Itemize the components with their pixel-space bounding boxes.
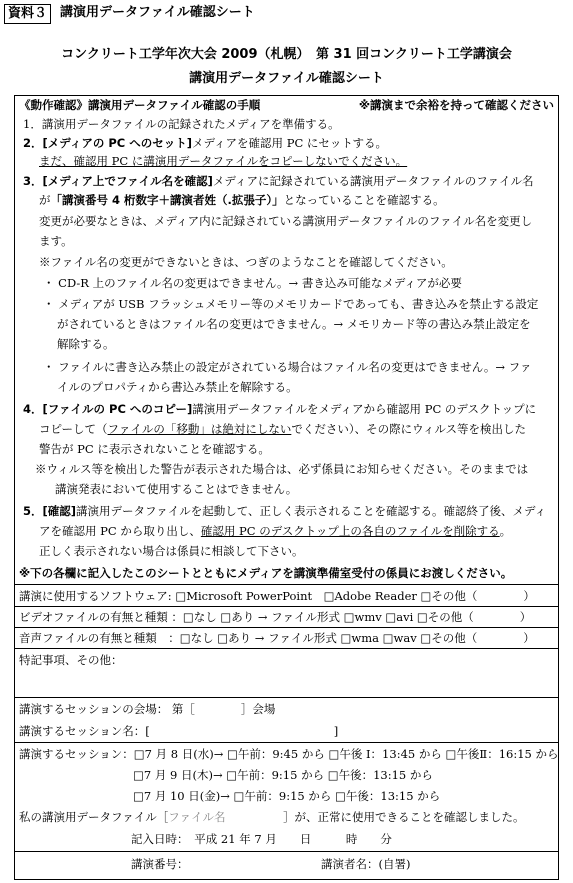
file-confirmation[interactable] [19, 809, 525, 825]
step-4-label: 4．[ファイルの PC へのコピー] [23, 402, 193, 416]
step-4-line3: 警告が PC に表示されないことを確認する。 [39, 442, 270, 456]
step-3-line2 [39, 192, 445, 208]
procedure-note: ※講演まで余裕を持って確認ください [358, 98, 554, 112]
step-3-note: ※ファイル名の変更ができないときは、つぎのようなことを確認してください。 [39, 255, 453, 269]
session-name-field[interactable]: 講演するセッション名：[ ] [19, 724, 339, 738]
divider [15, 697, 558, 698]
step-5 [23, 503, 546, 519]
step-3-label: 3．[メディア上でファイル名を確認] [23, 174, 213, 188]
step-3-line4: ます。 [39, 234, 73, 248]
divider [15, 742, 558, 743]
step-2-warning: まだ、確認用 PC に講演用データファイルをコピーしないでください。 [39, 154, 408, 168]
divider [15, 584, 558, 585]
bullet-cdr: ・ CD-R 上のファイル名の変更はできません。→ 書き込み可能なメディアが必要 [43, 276, 462, 290]
step-2-text: メディアを確認用 PC にセットする。 [191, 136, 388, 150]
step-5-line2-a: アを確認用 PC から取り出し、 [39, 524, 201, 538]
bullet-usb-l1: ・ メディアが USB フラッシュメモリー等のメモリカードであっても、書き込みを禁止する設定 [43, 297, 539, 311]
handover-instruction: ※下の各欄に記入したこのシートとともにメディアを講演準備室受付の係員にお渡しください。 [19, 566, 513, 580]
filename-blank[interactable]: ファイル名 [168, 810, 226, 824]
delete-file-instruction: 確認用 PC のデスクトップ上の各自のファイルを削除する [200, 524, 500, 538]
step-3 [23, 173, 534, 189]
session-day3[interactable]: □7 月 10 日(金)→ □午前：9:15 から □午後：13:15 から [133, 789, 441, 803]
confirm-text-a: 私の講演用データファイル［ [19, 810, 169, 824]
session-day1[interactable]: 講演するセッション：□7 月 8 日(水)→ □午前：9:45 から □午後 I：13:45 から □午後Ⅱ：16:15 から [19, 747, 559, 761]
talk-number-field[interactable]: 講演番号： [131, 857, 189, 871]
step-2-label: 2．[メディアの PC へのセット] [23, 136, 192, 150]
step-3-line2-c: となっていることを確認する。 [283, 193, 445, 207]
confirm-text-b: ］が、正常に使用できることを確認しました。 [283, 810, 525, 824]
bullet-protect-l2: イルのプロパティから書込み禁止を解除する。 [57, 380, 298, 394]
divider [15, 648, 558, 649]
step-5-line2 [39, 523, 511, 539]
check-sheet-frame [14, 95, 559, 880]
session-day2[interactable]: □7 月 9 日(木)→ □午前：9:15 から □午後：13:15 から [133, 768, 433, 782]
divider [15, 627, 558, 628]
step-5-line3: 正しく表示されない場合は係員に相談して下さい。 [39, 544, 304, 558]
divider [15, 851, 558, 852]
venue-field[interactable]: 講演するセッションの会場： 第［ ］会場 [19, 702, 276, 716]
step-3-line2-a: が [39, 193, 51, 207]
no-move-warning: ファイルの「移動」は絶対にしない [107, 422, 292, 436]
software-field[interactable]: 講演に使用するソフトウェア: □Microsoft PowerPoint □Adobe Reader □その他（ ） [19, 589, 535, 603]
remarks-field[interactable]: 特記事項、その他： [19, 653, 123, 667]
filename-rule: 「講演番号 4 桁数字＋講演者姓（.拡張子）」 [50, 193, 284, 207]
conference-title: コンクリート工学年次大会 2009（札幌） 第 31 回コンクリート工学講演会 [61, 47, 512, 62]
step-4-text: 講演用データファイルをメディアから確認用 PC のデスクトップに [192, 402, 537, 416]
audio-field[interactable]: 音声ファイルの有無と種類 ：□なし □あり → ファイル形式 □wma □wav □その他（ ） [19, 631, 535, 645]
step-5-line2-c: 。 [499, 524, 512, 538]
procedure-heading: 《動作確認》講演用データファイル確認の手順 [19, 98, 261, 112]
step-3-text: メディアに記録されている講演用データファイルのファイル名 [212, 174, 534, 188]
virus-note-l1: ※ウィルス等を検出した警告が表示された場合は、必ず係員にお知らせください。そのままでは [35, 462, 529, 476]
video-field[interactable]: ビデオファイルの有無と種類 ：□なし □あり → ファイル形式 □wmv □avi □その他（ ） [19, 610, 532, 624]
bullet-protect-l1: ・ ファイルに書き込み禁止の設定がされている場合はファイル名の変更はできません。→ ファ [43, 360, 532, 374]
sheet-title: 講演用データファイル確認シート [189, 71, 384, 86]
date-field[interactable]: 記入日時： 平成 21 年 7 月 日 時 分 [131, 832, 392, 846]
virus-note-l2: 講演発表において使用することはできません。 [55, 482, 298, 496]
bullet-usb-l3: 解除する。 [57, 337, 115, 351]
step-4-line2-a: コピーして（ [39, 422, 108, 436]
step-2 [23, 135, 387, 151]
attachment-tag: 資料３ [4, 4, 51, 24]
step-5-text: 講演用データファイルを起動して、正しく表示されることを確認する。確認終了後、メディ [76, 504, 547, 518]
step-5-label: 5．[確認] [23, 504, 77, 518]
step-4 [23, 401, 536, 417]
header-title: 講演用データファイル確認シート [60, 5, 255, 20]
step-4-line2-c: でください）、その際にウィルス等を検出した [291, 422, 527, 436]
speaker-signature-field[interactable]: 講演者名：(自署) [321, 857, 411, 871]
step-1: 1．講演用データファイルの記録されたメディアを準備する。 [23, 117, 340, 131]
step-4-line2 [39, 421, 526, 437]
step-3-line3: 変更が必要なときは、メディア内に記録されている講演用データファイルのファイル名を変更し [39, 214, 533, 228]
bullet-usb-l2: がされているときはファイル名の変更はできません。→ メモリカード等の書込み禁止設定を [57, 317, 531, 331]
divider [15, 606, 558, 607]
